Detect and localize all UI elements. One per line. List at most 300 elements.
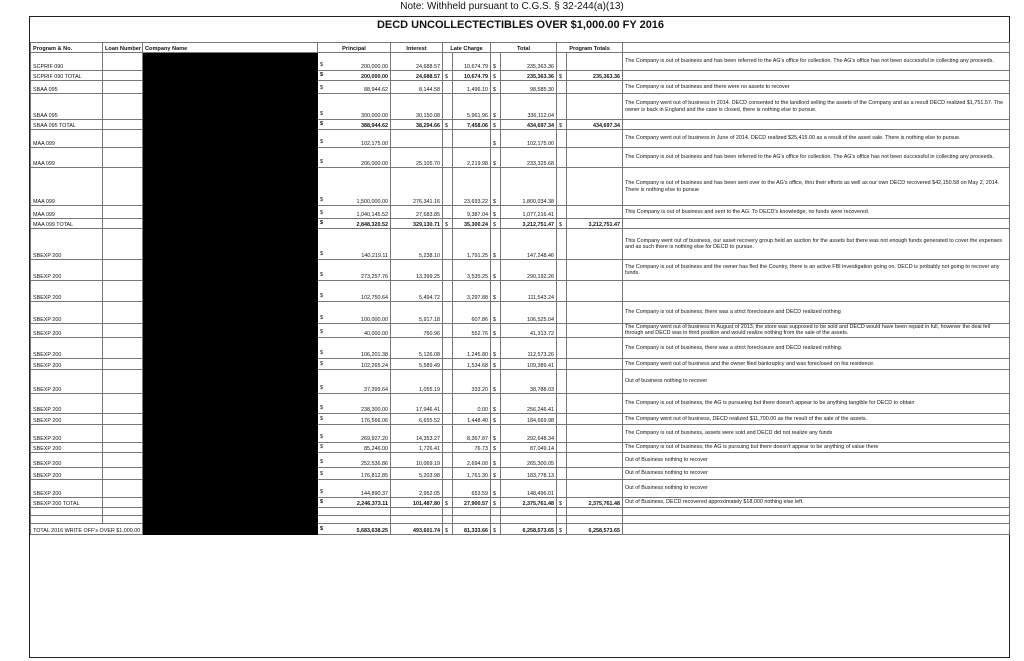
explanation-cell: This Company is out of business and sent to the AG. To DECD's knowledge, no funds were recovered. [623, 206, 1010, 219]
explanation-cell: Out of Business nothing to recover [623, 467, 1010, 479]
currency-symbol: $ [491, 413, 501, 424]
currency-symbol: $ [491, 94, 501, 120]
currency-symbol [557, 337, 567, 358]
empty-cell [31, 515, 103, 523]
redacted-company-name [143, 219, 318, 229]
loan-number-cell [103, 148, 143, 168]
total-cell: 6,258,573.65 [501, 523, 557, 534]
total-cell: 292,648.34 [501, 424, 557, 442]
interest-cell: 6,655.52 [391, 413, 443, 424]
explanation-cell [623, 120, 1010, 130]
table-row [31, 393, 1010, 413]
header-loan-number: Loan Number [103, 43, 143, 53]
program-total-cell [567, 229, 623, 260]
empty-cell [453, 515, 491, 523]
currency-symbol: $ [491, 523, 501, 534]
redacted-company-name [143, 53, 318, 71]
currency-symbol: $ [320, 62, 323, 68]
currency-symbol [557, 324, 567, 338]
table-row [31, 467, 1010, 479]
table-row [31, 302, 1010, 324]
currency-symbol: $ [557, 120, 567, 130]
currency-symbol [443, 479, 453, 497]
loan-number-cell [103, 130, 143, 148]
principal-value: 88,944.62 [364, 87, 388, 93]
late-charge-cell: 1,496.10 [453, 81, 491, 94]
total-cell: 87,049.14 [501, 442, 557, 452]
empty-cell [501, 515, 557, 523]
loan-number-cell [103, 219, 143, 229]
interest-cell: 25,105.70 [391, 148, 443, 168]
late-charge-cell: 2,219.98 [453, 148, 491, 168]
redacted-company-name [143, 120, 318, 130]
redacted-company-name [143, 467, 318, 479]
empty-cell [453, 507, 491, 515]
total-cell: 336,112.04 [501, 94, 557, 120]
principal-value: 1,500,000.00 [356, 199, 388, 205]
redacted-company-name [143, 206, 318, 219]
currency-symbol [443, 442, 453, 452]
late-charge-cell: 5,961.96 [453, 94, 491, 120]
principal-cell [318, 424, 391, 442]
currency-symbol: $ [320, 404, 323, 411]
total-cell: 3,212,751.47 [501, 219, 557, 229]
empty-cell [391, 515, 443, 523]
redacted-company-name [143, 302, 318, 324]
currency-symbol: $ [320, 139, 323, 145]
currency-symbol: $ [491, 71, 501, 81]
program-cell: SBEXP 200 [31, 260, 103, 281]
currency-symbol: $ [320, 210, 323, 216]
empty-cell [318, 515, 391, 523]
explanation-cell: The Company is out of business, there was a strict foreclosure and DECD realized nothing. [623, 337, 1010, 358]
interest-cell: 5,494.72 [391, 281, 443, 302]
currency-symbol [443, 413, 453, 424]
header-row [31, 43, 1010, 53]
currency-symbol [443, 324, 453, 338]
table-row [31, 229, 1010, 260]
principal-value: 206,000.00 [361, 161, 388, 167]
currency-symbol [557, 358, 567, 369]
principal-value: 238,300.00 [361, 406, 388, 413]
principal-value: 252,536.86 [361, 460, 388, 467]
currency-symbol [557, 168, 567, 206]
table-row [31, 71, 1010, 81]
interest-cell: 38,294.66 [391, 120, 443, 130]
currency-symbol: $ [320, 458, 323, 465]
empty-cell [103, 515, 143, 523]
late-charge-cell: 10,674.79 [453, 71, 491, 81]
spacer-row [31, 515, 1010, 523]
redacted-company-name [143, 358, 318, 369]
currency-symbol: $ [320, 360, 323, 367]
explanation-cell: The Company is out of business, the AG is pursuing but there doesn't appear to be anything of value there [623, 442, 1010, 452]
interest-cell: 30,150.08 [391, 94, 443, 120]
program-cell: MAA 099 [31, 130, 103, 148]
explanation-cell: Out of business nothing to recover [623, 369, 1010, 393]
currency-symbol: $ [491, 53, 501, 71]
program-total-cell [567, 281, 623, 302]
currency-symbol: $ [320, 315, 323, 321]
currency-symbol [557, 424, 567, 442]
currency-symbol: $ [491, 219, 501, 229]
redacted-company-name [143, 369, 318, 393]
currency-symbol: $ [491, 81, 501, 94]
empty-cell [567, 507, 623, 515]
program-cell: SBAA 095 TOTAL [31, 120, 103, 130]
principal-value: 85,246.00 [364, 445, 388, 452]
interest-cell: 329,130.71 [391, 219, 443, 229]
principal-value: 176,812.85 [361, 472, 388, 479]
principal-cell [318, 281, 391, 302]
principal-cell [318, 523, 391, 534]
loan-number-cell [103, 424, 143, 442]
loan-number-cell [103, 302, 143, 324]
principal-cell [318, 120, 391, 130]
principal-value: 200,000.00 [361, 64, 388, 70]
currency-symbol [557, 229, 567, 260]
interest-cell: 101,487.80 [391, 497, 443, 507]
late-charge-cell: 2,694.00 [453, 452, 491, 467]
empty-cell [623, 507, 1010, 515]
principal-cell [318, 260, 391, 281]
currency-symbol [557, 94, 567, 120]
principal-value: 102,750.64 [361, 295, 388, 301]
currency-symbol [557, 442, 567, 452]
loan-number-cell [103, 467, 143, 479]
empty-cell [391, 507, 443, 515]
currency-symbol: $ [320, 197, 323, 203]
empty-cell [103, 507, 143, 515]
program-total-cell: 6,258,573.65 [567, 523, 623, 534]
table-row [31, 130, 1010, 148]
program-cell: SBEXP 200 [31, 442, 103, 452]
empty-cell [318, 507, 391, 515]
late-charge-cell: 1,448.40 [453, 413, 491, 424]
empty-cell [501, 507, 557, 515]
currency-symbol: $ [320, 433, 323, 440]
redacted-company-name [143, 507, 318, 515]
program-total-cell: 2,375,761.48 [567, 497, 623, 507]
loan-number-cell [103, 497, 143, 507]
currency-symbol [443, 81, 453, 94]
program-total-cell [567, 302, 623, 324]
currency-symbol [557, 206, 567, 219]
late-charge-cell: 1,245.80 [453, 337, 491, 358]
sheet-title: DECD UNCOLLECTECTIBLES OVER $1,000.00 FY 2016 [376, 19, 665, 31]
explanation-cell: Out of Business nothing to recover [623, 479, 1010, 497]
interest-cell [391, 130, 443, 148]
currency-symbol: $ [320, 415, 323, 422]
currency-symbol: $ [320, 111, 323, 117]
loan-number-cell [103, 229, 143, 260]
currency-symbol [443, 168, 453, 206]
redacted-company-name [143, 337, 318, 358]
principal-cell [318, 53, 391, 71]
total-cell: 109,389.41 [501, 358, 557, 369]
explanation-cell: The Company is out of business and there were no assets to recover [623, 81, 1010, 94]
currency-symbol: $ [491, 229, 501, 260]
late-charge-cell: 3,535.25 [453, 260, 491, 281]
currency-symbol: $ [320, 384, 323, 391]
program-cell: SBEXP 200 [31, 281, 103, 302]
currency-symbol [557, 413, 567, 424]
table-row [31, 206, 1010, 219]
loan-number-cell [103, 206, 143, 219]
currency-symbol: $ [320, 293, 323, 299]
interest-cell: 14,353.27 [391, 424, 443, 442]
principal-cell [318, 413, 391, 424]
late-charge-cell: 1,761.30 [453, 467, 491, 479]
header-notes [623, 43, 1010, 53]
currency-symbol: $ [491, 120, 501, 130]
currency-symbol [557, 302, 567, 324]
explanation-cell: The Company is out of business and the owner has fled the Country, there is an active FBI investigation going on. DECD is probably not going to recover any funds. [623, 260, 1010, 281]
principal-value: 2,246,373.11 [356, 500, 388, 507]
interest-cell: 760.96 [391, 324, 443, 338]
redacted-company-name [143, 413, 318, 424]
total-cell: 112,573.26 [501, 337, 557, 358]
currency-symbol: $ [443, 120, 453, 130]
loan-number-cell [103, 168, 143, 206]
program-cell: SBEXP 200 [31, 369, 103, 393]
currency-symbol [443, 452, 453, 467]
currency-symbol: $ [491, 369, 501, 393]
redacted-company-name [143, 148, 318, 168]
late-charge-cell: 3,297.88 [453, 281, 491, 302]
explanation-cell: The Company went out of business and the owner filed bankruptcy and was foreclosed on his residence. [623, 358, 1010, 369]
program-total-cell [567, 81, 623, 94]
principal-cell [318, 130, 391, 148]
currency-symbol [557, 53, 567, 71]
header-total: Total [491, 43, 557, 53]
explanation-cell: The Company went out of business in 2014. DECD consented to the landlord selling the assets of the Company and as a result DECD realized $1,751.57. The owner is back in England and the case is closed, there is nothing else to pursue. [623, 94, 1010, 120]
currency-symbol [443, 369, 453, 393]
late-charge-cell: 607.86 [453, 302, 491, 324]
currency-symbol: $ [557, 523, 567, 534]
principal-value: 2,848,320.52 [356, 222, 388, 228]
late-charge-cell: 9,387.04 [453, 206, 491, 219]
explanation-cell: Out of Business, DECD recovered approximately $18,000 nothing else left. [623, 497, 1010, 507]
table-row [31, 81, 1010, 94]
total-cell: 1,077,216.41 [501, 206, 557, 219]
currency-symbol: $ [491, 148, 501, 168]
principal-cell [318, 393, 391, 413]
empty-cell [443, 515, 453, 523]
interest-cell: 5,203.98 [391, 467, 443, 479]
currency-symbol: $ [320, 470, 323, 477]
currency-symbol [557, 479, 567, 497]
program-total-cell [567, 53, 623, 71]
empty-cell [623, 523, 1010, 534]
interest-cell: 276,341.16 [391, 168, 443, 206]
currency-symbol [557, 467, 567, 479]
currency-symbol: $ [320, 525, 323, 532]
interest-cell: 27,683.85 [391, 206, 443, 219]
interest-cell: 5,589.49 [391, 358, 443, 369]
program-cell: MAA 099 [31, 206, 103, 219]
program-total-cell [567, 324, 623, 338]
total-cell: 184,669.98 [501, 413, 557, 424]
late-charge-cell: 1,791.25 [453, 229, 491, 260]
interest-cell: 493,601.74 [391, 523, 443, 534]
loan-number-cell [103, 281, 143, 302]
currency-symbol [557, 260, 567, 281]
redacted-company-name [143, 424, 318, 442]
currency-symbol: $ [491, 393, 501, 413]
principal-cell [318, 337, 391, 358]
table-row [31, 281, 1010, 302]
program-cell: MAA 099 [31, 148, 103, 168]
principal-cell [318, 369, 391, 393]
total-cell: 434,697.34 [501, 120, 557, 130]
program-total-cell [567, 479, 623, 497]
table-row [31, 413, 1010, 424]
program-total-cell [567, 467, 623, 479]
explanation-cell: The Company is out of business, the AG is pursueing but there doesn't appear to be anything tangible for DECD to obtain [623, 393, 1010, 413]
redacted-company-name [143, 452, 318, 467]
currency-symbol: $ [320, 488, 323, 495]
late-charge-cell: 8,367.87 [453, 424, 491, 442]
program-cell: SBEXP 200 [31, 337, 103, 358]
principal-value: 100,000.00 [361, 317, 388, 323]
loan-number-cell [103, 260, 143, 281]
program-total-cell [567, 358, 623, 369]
total-cell: 111,543.24 [501, 281, 557, 302]
total-cell: 106,525.04 [501, 302, 557, 324]
redacted-company-name [143, 497, 318, 507]
currency-symbol [557, 130, 567, 148]
principal-value: 5,683,638.25 [356, 527, 388, 534]
currency-symbol: $ [491, 337, 501, 358]
principal-value: 140,219.11 [361, 253, 388, 259]
currency-symbol: $ [320, 72, 323, 78]
explanation-cell: This Company went out of business, our asset recovery group held an auction for the assets but there was not enough funds generated to cover the expenses and as such there is nothing else for DECD to pursue. [623, 229, 1010, 260]
program-total-cell: 434,697.34 [567, 120, 623, 130]
currency-symbol: $ [320, 272, 323, 278]
currency-symbol: $ [557, 71, 567, 81]
program-total-cell [567, 369, 623, 393]
empty-cell [557, 507, 567, 515]
loan-number-cell [103, 94, 143, 120]
currency-symbol: $ [320, 121, 323, 127]
currency-symbol: $ [491, 497, 501, 507]
redacted-company-name [143, 393, 318, 413]
grand-total-row [31, 523, 1010, 534]
loan-number-cell [103, 479, 143, 497]
explanation-cell: The Company is out of business and has been referred to the AG's office for collection. The AG's office has not been successful in collecting any proceeds. [623, 148, 1010, 168]
redacted-company-name [143, 94, 318, 120]
loan-number-cell [103, 413, 143, 424]
table-row [31, 120, 1010, 130]
late-charge-cell: 27,900.57 [453, 497, 491, 507]
principal-value: 102,175.00 [361, 141, 388, 147]
late-charge-cell: 10,674.79 [453, 53, 491, 71]
currency-symbol [443, 393, 453, 413]
spacer-row [31, 507, 1010, 515]
currency-symbol: $ [491, 324, 501, 338]
interest-cell: 2,952.05 [391, 479, 443, 497]
currency-symbol: $ [320, 251, 323, 257]
principal-cell [318, 497, 391, 507]
currency-symbol [443, 148, 453, 168]
principal-cell [318, 71, 391, 81]
uncollectibles-table [30, 42, 1010, 535]
redacted-company-name [143, 442, 318, 452]
currency-symbol [443, 53, 453, 71]
currency-symbol: $ [443, 497, 453, 507]
program-cell: SBEXP 200 [31, 479, 103, 497]
program-cell: SBEXP 200 [31, 229, 103, 260]
interest-cell: 1,055.19 [391, 369, 443, 393]
principal-value: 37,399.64 [364, 386, 388, 393]
currency-symbol [443, 302, 453, 324]
program-total-cell [567, 260, 623, 281]
header-program: Program & No. [31, 43, 103, 53]
program-total-cell [567, 452, 623, 467]
table-row [31, 452, 1010, 467]
redacted-company-name [143, 260, 318, 281]
program-cell: SBEXP 200 [31, 467, 103, 479]
total-cell: 98,585.30 [501, 81, 557, 94]
spreadsheet [29, 16, 1010, 658]
currency-symbol: $ [320, 85, 323, 91]
late-charge-cell: 653.59 [453, 479, 491, 497]
program-cell: SBAA 095 [31, 94, 103, 120]
principal-cell [318, 452, 391, 467]
program-total-cell [567, 413, 623, 424]
late-charge-cell: 0.00 [453, 393, 491, 413]
program-cell: SBEXP 200 [31, 358, 103, 369]
loan-number-cell [103, 53, 143, 71]
explanation-cell [623, 281, 1010, 302]
currency-symbol [443, 467, 453, 479]
currency-symbol [557, 452, 567, 467]
loan-number-cell [103, 452, 143, 467]
redacted-company-name [143, 523, 318, 534]
principal-value: 388,944.62 [361, 123, 388, 129]
program-cell: SBEXP 200 [31, 413, 103, 424]
currency-symbol: $ [443, 71, 453, 81]
principal-cell [318, 229, 391, 260]
empty-cell [491, 515, 501, 523]
redacted-company-name [143, 71, 318, 81]
total-cell: 41,313.72 [501, 324, 557, 338]
currency-symbol: $ [320, 349, 323, 356]
redacted-company-name [143, 515, 318, 523]
total-cell: 1,800,034.38 [501, 168, 557, 206]
program-cell: SBEXP 200 [31, 452, 103, 467]
explanation-cell [623, 71, 1010, 81]
currency-symbol: $ [491, 302, 501, 324]
currency-symbol [443, 358, 453, 369]
table-row [31, 337, 1010, 358]
explanation-cell: The Company is out of business and has been sent over to the AG's office, thru their efforts as well as our own DECD recovered $42,150.58 on May 2, 2014. There is nothing else to pursue [623, 168, 1010, 206]
empty-cell [623, 515, 1010, 523]
redacted-company-name [143, 81, 318, 94]
interest-cell: 24,688.57 [391, 53, 443, 71]
principal-cell [318, 467, 391, 479]
table-row [31, 358, 1010, 369]
interest-cell: 13,399.25 [391, 260, 443, 281]
program-total-cell [567, 393, 623, 413]
program-total-cell: 235,363.36 [567, 71, 623, 81]
program-cell: SCPRIF 090 [31, 53, 103, 71]
principal-cell [318, 148, 391, 168]
interest-cell: 8,144.58 [391, 81, 443, 94]
currency-symbol [557, 281, 567, 302]
currency-symbol: $ [491, 358, 501, 369]
